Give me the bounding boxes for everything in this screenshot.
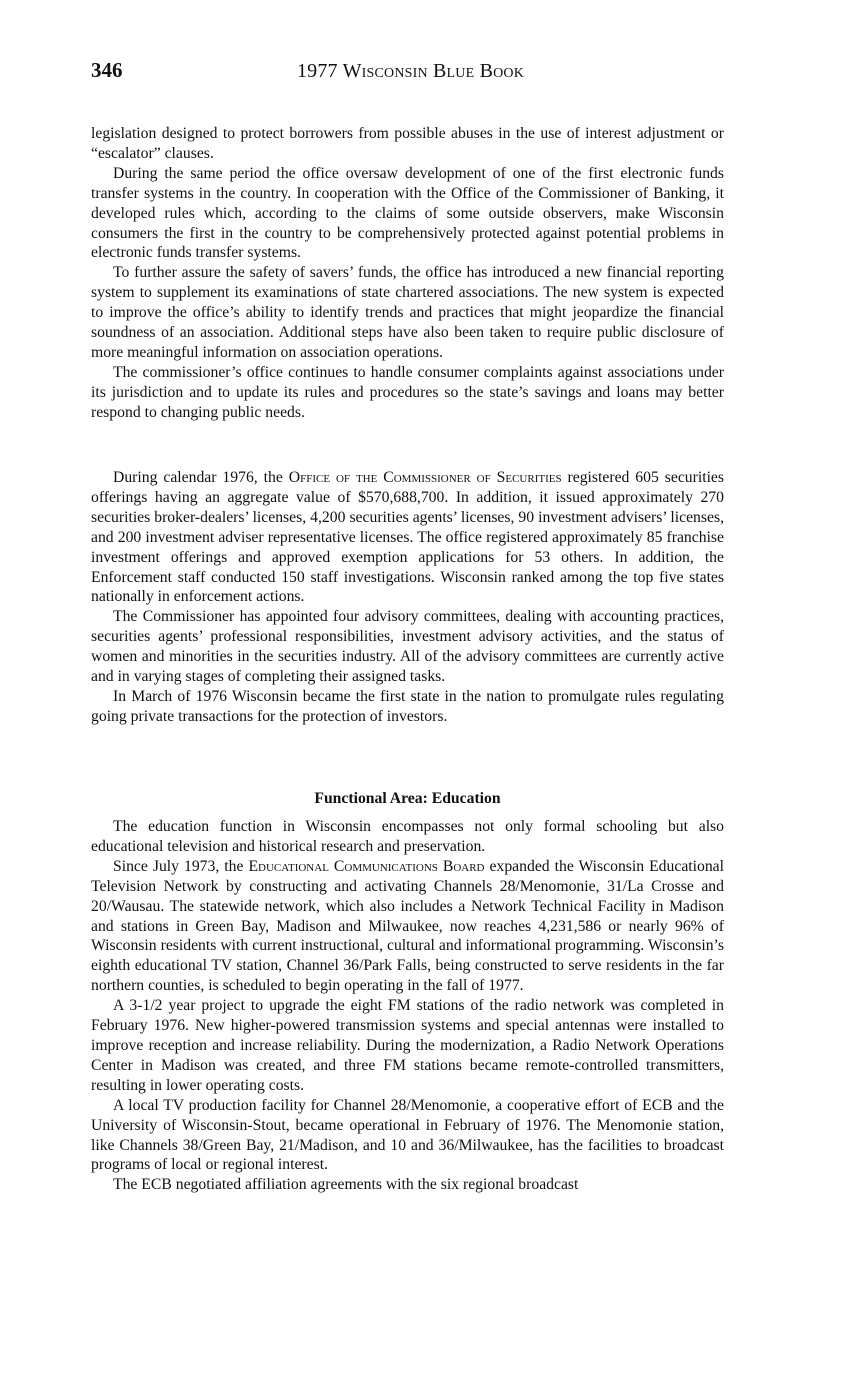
paragraph-menomonie-facility: A local TV production facility for Channel 28/Menomonie, a cooperative effort of ECB and the University of Wisconsin-Stout, became operational in February of 1976. The Menomonie station, like Channels 38/Green Bay, 21/Madison, and 10 and 36/Milwaukee, has the facilities to broadcast programs of local or regional interest.	[91, 1096, 724, 1174]
securities-lead-text: During calendar 1976, the	[113, 469, 283, 486]
paragraph-consumer-complaints: The commissioner’s office continues to handle consumer complaints against associations under its jurisdiction and to update its rules and procedures so the state’s savings and loans may better respond to changing public needs.	[91, 363, 724, 421]
paragraph-advisory-committees: The Commissioner has appointed four advisory committees, dealing with accounting practices, securities agents’ professional responsibilities, investment advisory activities, and the status of women and minorities in the securities industry. All of the advisory committees are currently active and in varying stages of completing their assigned tasks.	[91, 608, 724, 686]
paragraph-ecb-network	[91, 857, 724, 996]
paragraph-going-private: In March of 1976 Wisconsin became the first state in the nation to promulgate rules regulating going private transactions for the protection of investors.	[91, 687, 724, 725]
section-heading: Functional Area: Education	[314, 790, 501, 807]
savings-loan-section	[91, 124, 724, 423]
paragraph-fm-upgrade: A 3-1/2 year project to upgrade the eight FM stations of the radio network was completed in February 1976. New higher-powered transmission systems and special antennas were installed to improve reception and increase reliability. During the modernization, a Radio Network Operations Center in Madison was created, and three FM stations became remote-controlled transmitters, resulting in lower operating costs.	[91, 997, 724, 1094]
page-number: 346	[91, 58, 123, 82]
running-title: 1977 Wisconsin Blue Book	[296, 60, 525, 82]
office-name: Office of the Commissioner of Securities	[288, 469, 562, 486]
paragraph-affiliation: The ECB negotiated affiliation agreements with the six regional broadcast	[113, 1176, 579, 1194]
ecb-body-text: expanded the Wisconsin Educational Television Network by constructing and activating Channels 28/Menomonie, 31/La Crosse and 20/Wausau. The statewide network, which also includes a Network Technical Facility in Madison and stations in Green Bay, Madison and Milwaukee, now reaches 4,231,586 or nearly 96% of Wisconsin residents with current instructional, cultural and informational programming. Wisconsin’s eighth educational TV station, Channel 36/Park Falls, being constructed to serve residents in the far northern counties, is scheduled to begin operating in the fall of 1977.	[91, 857, 725, 995]
securities-body-text: registered 605 securities offerings having an aggregate value of $570,688,700. In addition, it issued approximately 270 securities broker-dealers’ licenses, 4,200 securities agents’ licenses, 90 investment advisers’ licenses, and 200 investment adviser representative licenses. The office registered approximately 85 franchise investment offerings and approved exemption applications for 53 others. In addition, the Enforcement staff conducted 150 staff investigations. Wisconsin ranked among the top five states nationally in enforcement actions.	[91, 469, 725, 606]
board-name: Educational Communications Board	[248, 857, 485, 875]
paragraph-education-function: The education function in Wisconsin encompasses not only formal schooling but also educational television and historical research and preservation.	[91, 818, 724, 855]
page-header	[91, 58, 724, 88]
paragraph-escalator-clauses: legislation designed to protect borrowers from possible abuses in the use of interest adjustment or “escalator” clauses.	[91, 125, 724, 162]
securities-section	[91, 468, 724, 727]
education-section	[91, 817, 724, 1195]
paragraph-financial-reporting: To further assure the safety of savers’ funds, the office has introduced a new financial reporting system to supplement its examinations of state chartered associations. The new system is expected to improve the office’s ability to identify trends and practices that might jeopardize the financial soundness of an association. Additional steps have also been taken to require public disclosure of more meaningful information on association operations.	[91, 264, 724, 361]
paragraph-securities-1976	[91, 468, 724, 607]
ecb-lead-text: Since July 1973, the	[113, 857, 244, 875]
paragraph-electronic-funds: During the same period the office oversaw development of one of the first electronic funds transfer systems in the country. In cooperation with the Office of the Commissioner of Banking, it developed rules which, according to the claims of some outside observers, make Wisconsin consumers the first in the country to be comprehensively protected against potential problems in electronic funds transfer systems.	[91, 164, 724, 262]
